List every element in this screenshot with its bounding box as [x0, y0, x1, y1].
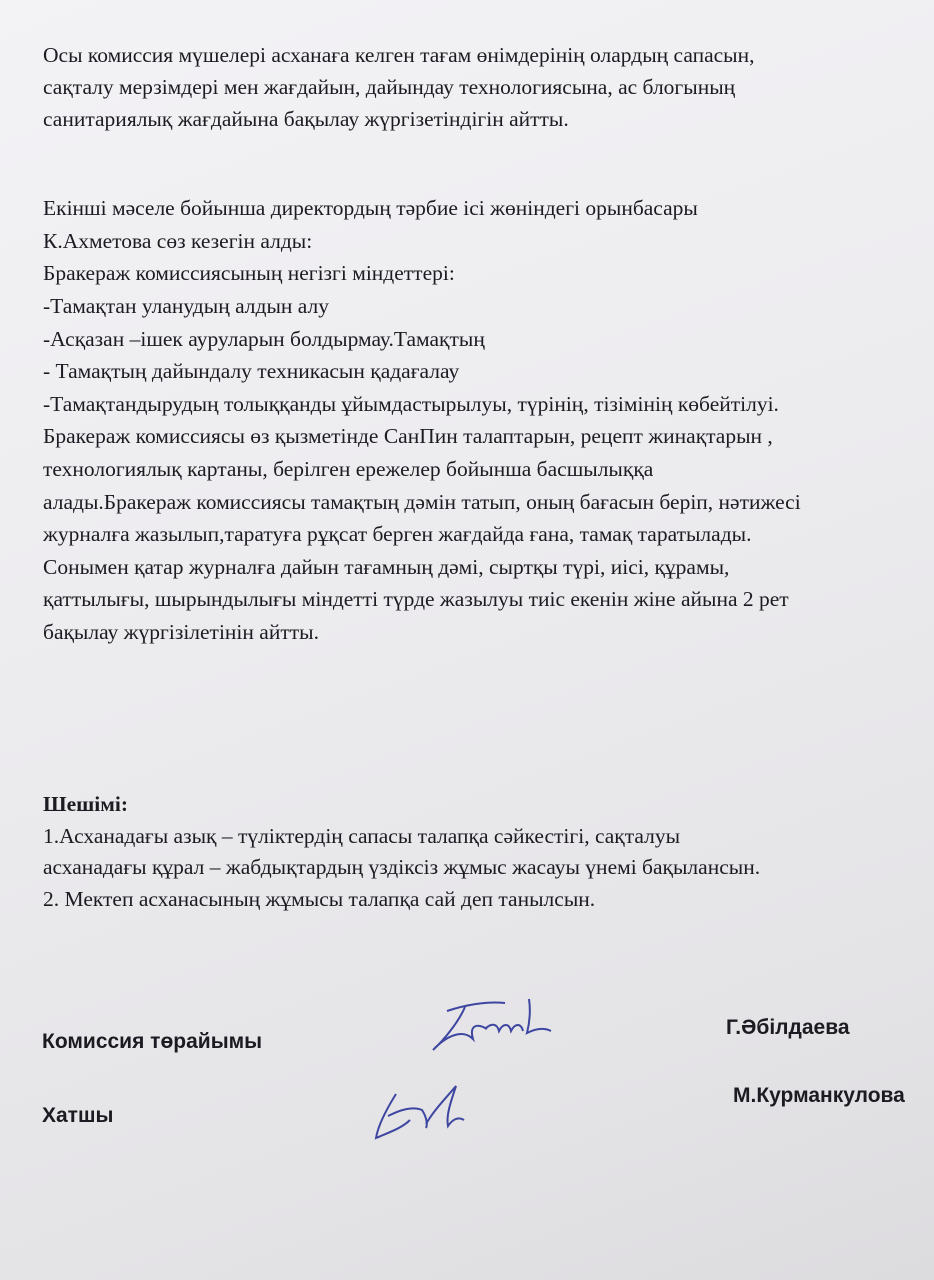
body-line: -Асқазан –ішек ауруларын болдырмау.Тамақтың: [43, 327, 485, 351]
intro-line: санитариялық жағдайына бақылау жүргізетіндігін айтты.: [43, 107, 569, 131]
body-line: - Тамақтың дайындалу техникасын қадағалау: [43, 359, 460, 383]
body-line: Сонымен қатар журналға дайын тағамның дәмі, сыртқы түрі, иісі, құрамы,: [43, 555, 730, 579]
decision-item: 2. Мектеп асханасының жұмысы талапқа сай деп танылсын.: [43, 887, 596, 911]
body-line: бақылау жүргізілетінін айтты.: [43, 620, 319, 644]
decision-heading: Шешімі:: [43, 792, 129, 816]
body-line: Бракераж комиссиясы өз қызметінде СанПин талаптарын, рецепт жинақтарын ,: [43, 424, 773, 448]
chair-label: Комиссия төрайымы: [42, 1030, 263, 1053]
secretary-name: М.Курманкулова: [733, 1084, 905, 1107]
secretary-label: Хатшы: [42, 1104, 114, 1127]
chair-name: Г.Әбілдаева: [726, 1016, 850, 1039]
secretary-signature: [368, 1080, 478, 1145]
body-line: -Тамақтандырудың толыққанды ұйымдастырылуы, түрінің, тізімінің көбейтілуі.: [43, 392, 779, 416]
intro-line: сақталу мерзімдері мен жағдайын, дайындау технологиясына, ас блогының: [43, 75, 736, 99]
body-line: Бракераж комиссиясының негізгі міндеттері:: [43, 261, 455, 285]
decision-item: 1.Асханадағы азық – түліктердің сапасы талапқа сәйкестігі, сақталуы: [43, 824, 681, 848]
body-line: алады.Бракераж комиссиясы тамақтың дәмін татып, оның бағасын беріп, нәтижесі: [43, 490, 801, 514]
body-line: Екінші мәселе бойынша директордың тәрбие ісі жөніндегі орынбасары: [43, 196, 698, 220]
body-line: -Тамақтан уланудың алдын алу: [43, 294, 330, 318]
body-line: қаттылығы, шырындылығы міндетті түрде жазылуы тиіс екенін жіне айына 2 рет: [43, 587, 789, 611]
body-line: журналға жазылып,таратуға рұқсат берген жағдайда ғана, тамақ таратылады.: [43, 522, 752, 546]
decision-item: асханадағы құрал – жабдықтардың үздіксіз жұмыс жасауы үнемі бақылансын.: [43, 855, 761, 879]
intro-line: Осы комиссия мүшелері асханаға келген тағам өнімдерінің олардың сапасын,: [43, 43, 755, 67]
chair-signature: [425, 995, 565, 1057]
body-line: К.Ахметова сөз кезегін алды:: [43, 229, 313, 253]
body-line: технологиялық картаны, берілген ережелер бойынша басшылыққа: [43, 457, 654, 481]
